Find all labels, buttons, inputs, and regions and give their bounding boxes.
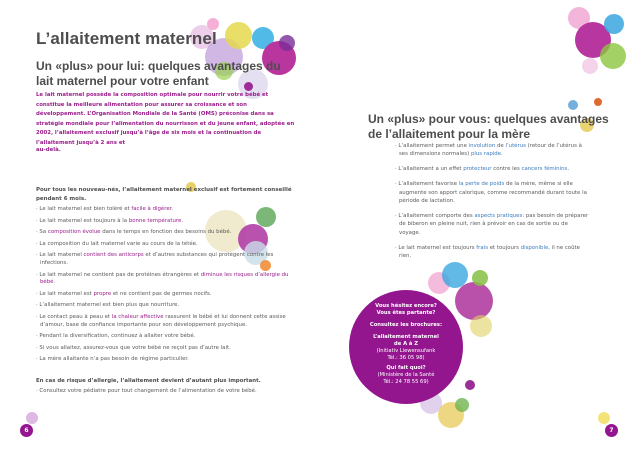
- page-title: L’allaitement maternel: [36, 29, 217, 48]
- decor-dot: [472, 270, 488, 286]
- list-item-text: et toujours: [488, 244, 521, 251]
- list-item-text: · La mère allaitante n’a pas besoin de régime particulier.: [36, 356, 189, 363]
- list-item-highlight: composition évolue: [47, 229, 101, 236]
- pediatrician-note: · Consultez votre pédiatre pour tout changement de l’alimentation de votre bébé.: [36, 388, 257, 394]
- section-heading-baby: Un «plus» pour lui: quelques avantages du lait maternel pour votre enfant: [36, 59, 281, 88]
- list-item: [36, 356, 298, 364]
- info-consult: Consultez les brochures:: [369, 322, 443, 328]
- baby-benefits-list: [36, 206, 298, 368]
- list-item-text: .: [53, 279, 56, 286]
- list-item-highlight: propre: [93, 290, 112, 297]
- list-item-text: · Le lait maternel est bien toléré et: [36, 206, 132, 212]
- info-brochure-1: L’allaitement maternel: [373, 334, 439, 340]
- section-heading-mother: Un «plus» pour vous: quelques avantages de l’allaitement pour la mère: [368, 112, 609, 141]
- list-item-text: dans le temps en fonction des besoins du bébé.: [100, 229, 232, 236]
- list-item: [36, 314, 298, 329]
- list-item-highlight: disponible: [520, 244, 549, 251]
- info-publisher-2: (Ministère de la Santé: [377, 372, 435, 378]
- list-item-highlight: aspects pratiques: [474, 212, 523, 219]
- decor-dot: [600, 43, 626, 69]
- list-item-text: .: [171, 206, 174, 212]
- list-item-highlight: protecteur: [463, 166, 492, 173]
- list-item-text: · Le contact peau à peau et: [36, 313, 112, 320]
- list-item-text: .: [181, 217, 183, 224]
- decor-dot: [279, 35, 295, 51]
- info-question-2: Vous êtes partante?: [376, 310, 436, 316]
- intro-paragraph-end: au-delà.: [36, 147, 61, 153]
- list-item-text: · L’allaitement a un effet: [395, 166, 464, 173]
- list-item-text: de: [495, 143, 506, 149]
- list-item-text: · L’allaitement favorise: [395, 181, 459, 188]
- list-item-text: : pas besoin de préparer de biberon en pleine nuit, rien à prévoir en cas de sortie ou de voyage.: [399, 212, 589, 236]
- decor-dot: [465, 380, 475, 390]
- list-item-text: .: [567, 166, 570, 173]
- decor-dot: [604, 14, 624, 34]
- list-item: [395, 142, 591, 159]
- list-item-highlight: bonne température: [128, 217, 182, 224]
- list-item-highlight: la chaleur affective: [111, 313, 164, 320]
- list-item-text: de la mère, même si elle augmente son apport calorique, comme recommandé durant toute la période de lactation.: [399, 181, 587, 205]
- list-item-text: · Si vous allaitez, assurez-vous que votre bébé ne reçoit pas d’autre lait.: [36, 344, 231, 351]
- page-number-right: 7: [605, 424, 618, 437]
- list-item-text: (retour de l’utérus à ses dimensions normales): [399, 143, 582, 158]
- list-item: [36, 218, 298, 226]
- list-item-text: · L’allaitement comporte des: [395, 212, 475, 219]
- list-item-highlight: la perte de poids: [458, 181, 505, 188]
- list-item: [36, 206, 298, 214]
- mother-benefits-list: [395, 142, 591, 267]
- list-item: [395, 212, 591, 237]
- list-item-text: rassurent le bébé et lui donnent cette assise d’amour, base de confiance importante pour son développement psychique.: [40, 313, 286, 328]
- list-item: [36, 252, 298, 267]
- list-item: [36, 291, 298, 299]
- list-item-text: · Pendant la diversification, continuez à allaiter votre bébé.: [36, 333, 196, 340]
- list-item: [36, 333, 298, 341]
- list-item-highlight: facile à digérer: [131, 206, 172, 212]
- list-item-highlight: l’utérus: [505, 143, 526, 149]
- list-item-highlight: plus rapide: [470, 151, 501, 158]
- list-item-text: · La composition du lait maternel varie au cours de la tétée.: [36, 240, 198, 247]
- list-item-highlight: involution: [468, 143, 496, 149]
- list-item-text: · Le lait maternel est: [36, 290, 94, 297]
- list-item-text: · Sa: [36, 229, 48, 236]
- decor-dot: [568, 100, 578, 110]
- list-item: [36, 272, 298, 287]
- exclusive-breastfeeding-note: Pour tous les nouveau-nés, l’allaitement maternel exclusif est fortement conseillé pendant 6 mois.: [36, 187, 292, 202]
- list-item-text: contre les: [491, 166, 522, 173]
- info-publisher-1: (Initiativ Liewensufank: [376, 348, 436, 354]
- allergy-heading: En cas de risque d’allergie, l’allaitement devient d’autant plus important.: [36, 378, 261, 384]
- decor-dot: [225, 22, 252, 49]
- list-item-text: et ne contient pas de germes nocifs.: [111, 290, 212, 297]
- list-item: [36, 302, 298, 310]
- list-item: [36, 241, 298, 249]
- info-question-1: Vous hésitez encore?: [375, 303, 437, 309]
- list-item-text: · Le lait maternel ne contient pas de protéines étrangères et: [36, 271, 201, 278]
- list-item-text: .: [500, 151, 503, 158]
- info-circle: [349, 290, 463, 404]
- list-item-text: · Le lait maternel est toujours à la: [36, 217, 129, 224]
- decor-dot: [26, 412, 38, 424]
- info-brochure-2: Qui fait quoi?: [386, 365, 426, 371]
- list-item: [395, 165, 591, 173]
- info-phone-2: Tél.: 24 78 55 69): [383, 379, 429, 385]
- decor-dot: [470, 315, 492, 337]
- list-item: [36, 345, 298, 353]
- list-item-text: · Le lait maternel: [36, 252, 84, 259]
- list-item-highlight: frais: [476, 244, 489, 251]
- list-item-highlight: contient des anticorps: [83, 252, 144, 259]
- list-item: [395, 180, 591, 205]
- list-item-text: · L’allaitement maternel est bien plus que nourriture.: [36, 302, 180, 309]
- list-item-highlight: cancers féminins: [521, 166, 568, 173]
- intro-paragraph: Le lait maternel possède la composition optimale pour nourrir votre bébé et constitue la meilleure alimentation pour assurer sa croissance et son développement. L’Organisation Mondiale de la Santé (OMS) préconise dans sa stratégie mondiale pour l’alimentation du nourrisson et du jeune enfant, adoptée en 2002, l’allaitement exclusif jusqu’à l’âge de six mois et la continuation de l’allaitement jusqu’à 2 ans et: [36, 92, 295, 146]
- list-item-text: et d’autres substances qui protègent contre les infections.: [40, 252, 274, 266]
- decor-dot: [582, 58, 598, 74]
- list-item-text: · Le lait maternel est toujours: [395, 244, 477, 251]
- info-brochure-1b: de A à Z: [394, 341, 418, 347]
- list-item: [36, 229, 298, 237]
- page-number-left: 6: [20, 424, 33, 437]
- list-item-text: , il ne coûte rien.: [399, 244, 580, 260]
- list-item-highlight: diminue les risques d’allergie du bébé: [40, 271, 289, 286]
- decor-dot: [598, 412, 610, 424]
- info-phone-1: Tél.: 36 05 98): [387, 355, 425, 361]
- decor-dot: [594, 98, 602, 106]
- decor-dot: [455, 398, 469, 412]
- list-item: [395, 244, 591, 261]
- list-item-text: · L’allaitement permet une: [395, 143, 469, 149]
